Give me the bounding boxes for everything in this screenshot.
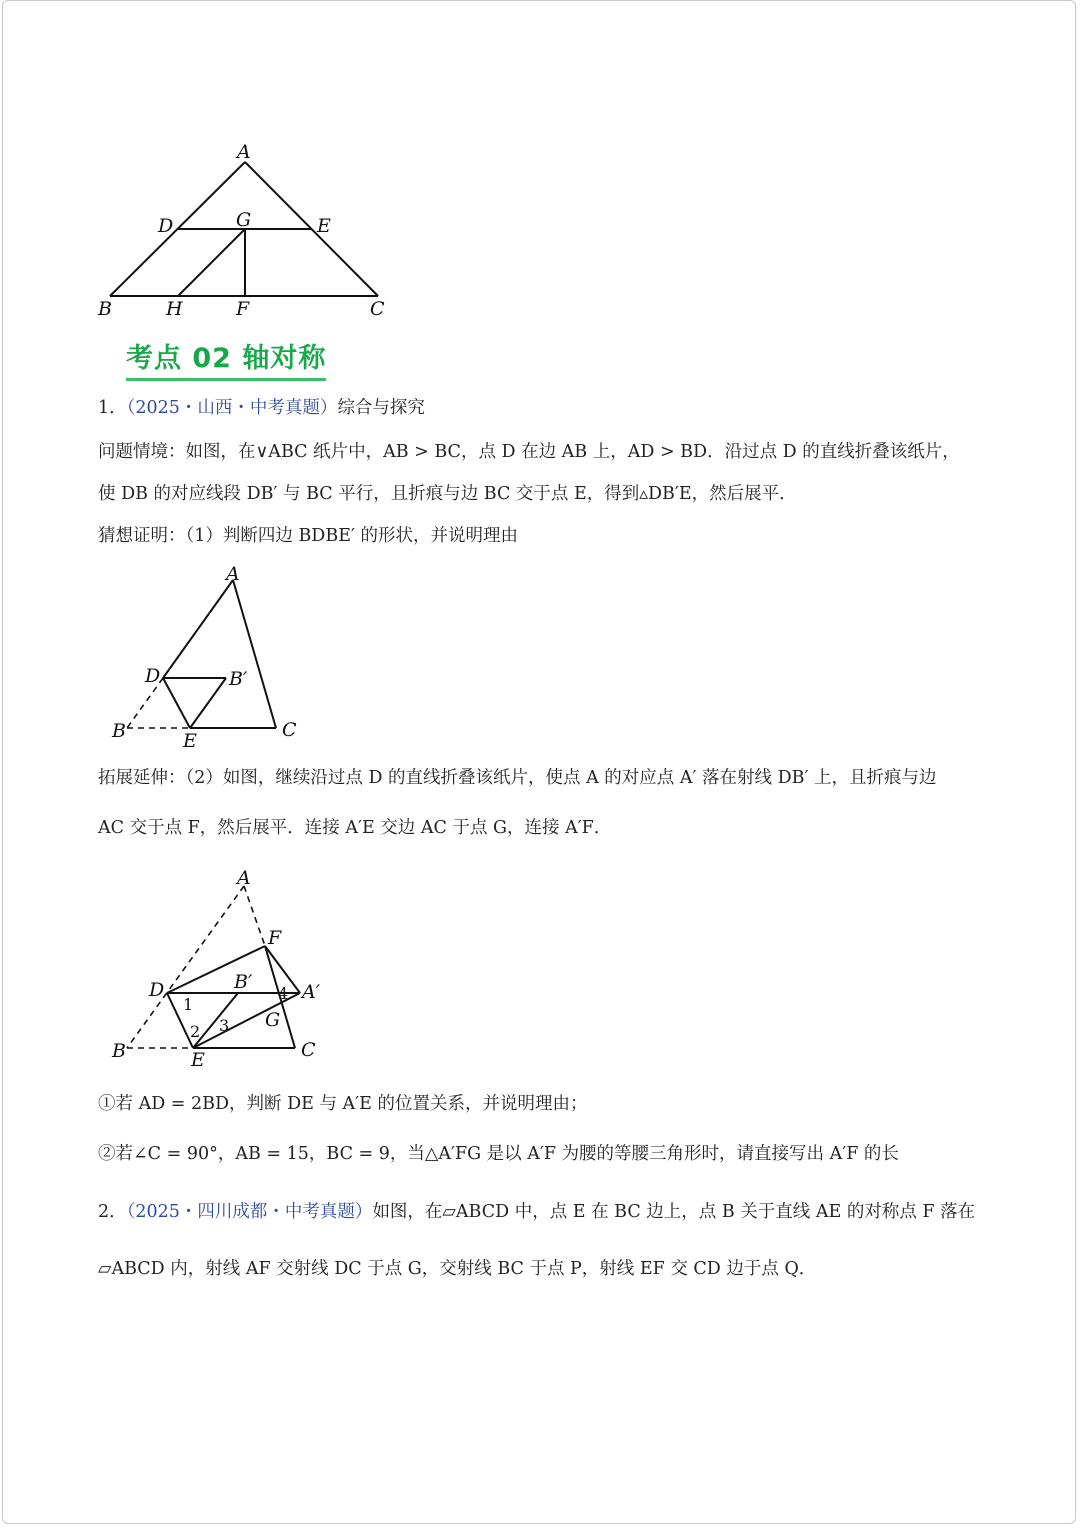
problem-1-source-suffix: 综合与探究 [337,398,425,418]
label-d: D [158,215,174,237]
angle-3: 3 [219,1016,230,1035]
angle-1: 1 [183,995,194,1014]
label-c: C [282,719,297,741]
segment-af-dashed [244,886,265,946]
label-a: A [237,141,251,163]
label-b: B [112,720,126,742]
label-c: C [301,1039,316,1061]
problem-2-number: 2． [98,1202,127,1222]
problem-2-line-2: ▱ABCD 内，射线 AF 交射线 DC 于点 G，交射线 BC 于点 P，射线 EF 交 CD 边于点 Q． [98,1259,817,1279]
label-g: G [265,1009,281,1031]
label-a-prime: A′ [302,981,321,1003]
label-g: G [236,209,252,231]
label-a: A [226,563,240,585]
label-a: A [237,867,251,889]
label-c: C [370,298,385,320]
label-b: B [112,1040,126,1062]
problem-2-line-1-rest: 如图，在▱ABCD 中，点 E 在 BC 边上，点 B 关于直线 AE 的对称点 F 落在 [372,1202,976,1222]
label-b-prime: B′ [229,668,248,690]
label-f: F [268,927,282,949]
label-d: D [149,979,165,1001]
problem-1-line-1: 问题情境：如图，在∨ABC 纸片中，AB > BC，点 D 在边 AB 上，AD > BD．沿过点 D 的直线折叠该纸片， [98,442,960,462]
problem-2-line-1 [98,1200,975,1224]
angle-4: 4 [278,984,289,1003]
problem-1-number: 1． [98,398,127,418]
problem-1-source: （2025・山西・中考真题） [126,398,338,418]
problem-1-line-3: 猜想证明：（1）判断四边 BDBE′ 的形状，并说明理由 [98,526,519,546]
label-f: F [236,298,250,320]
problem-1-line-2: 使 DB 的对应线段 DB′ 与 BC 平行，且折痕与边 BC 交于点 E，得到▵DB′E，然后展平． [98,484,797,504]
problem-1-line-5: AC 交于点 F，然后展平．连接 A′E 交边 AC 于点 G，连接 A′F． [98,818,612,838]
problem-2-source: （2025・四川成都・中考真题） [126,1202,373,1222]
label-b-prime: B′ [234,971,253,993]
problem-1-question-2: ②若∠C = 90°，AB = 15，BC = 9，当△A′FG 是以 A′F 为腰的等腰三角形时，请直接写出 A′F 的长 [98,1144,899,1164]
label-e: E [183,730,197,752]
label-h: H [166,298,183,320]
label-d: D [145,665,161,687]
label-e: E [191,1049,205,1071]
problem-1-line-4: 拓展延伸：（2）如图，继续沿过点 D 的直线折叠该纸片，使点 A 的对应点 A′ 落在射线 DB′ 上，且折痕与边 [98,768,937,788]
label-b: B [98,298,112,320]
angle-2: 2 [190,1022,201,1041]
section-heading: 考点 02 轴对称 [126,336,326,381]
problem-1-question-1: ①若 AD = 2BD，判断 DE 与 A′E 的位置关系，并说明理由； [98,1094,588,1114]
label-e: E [317,215,331,237]
